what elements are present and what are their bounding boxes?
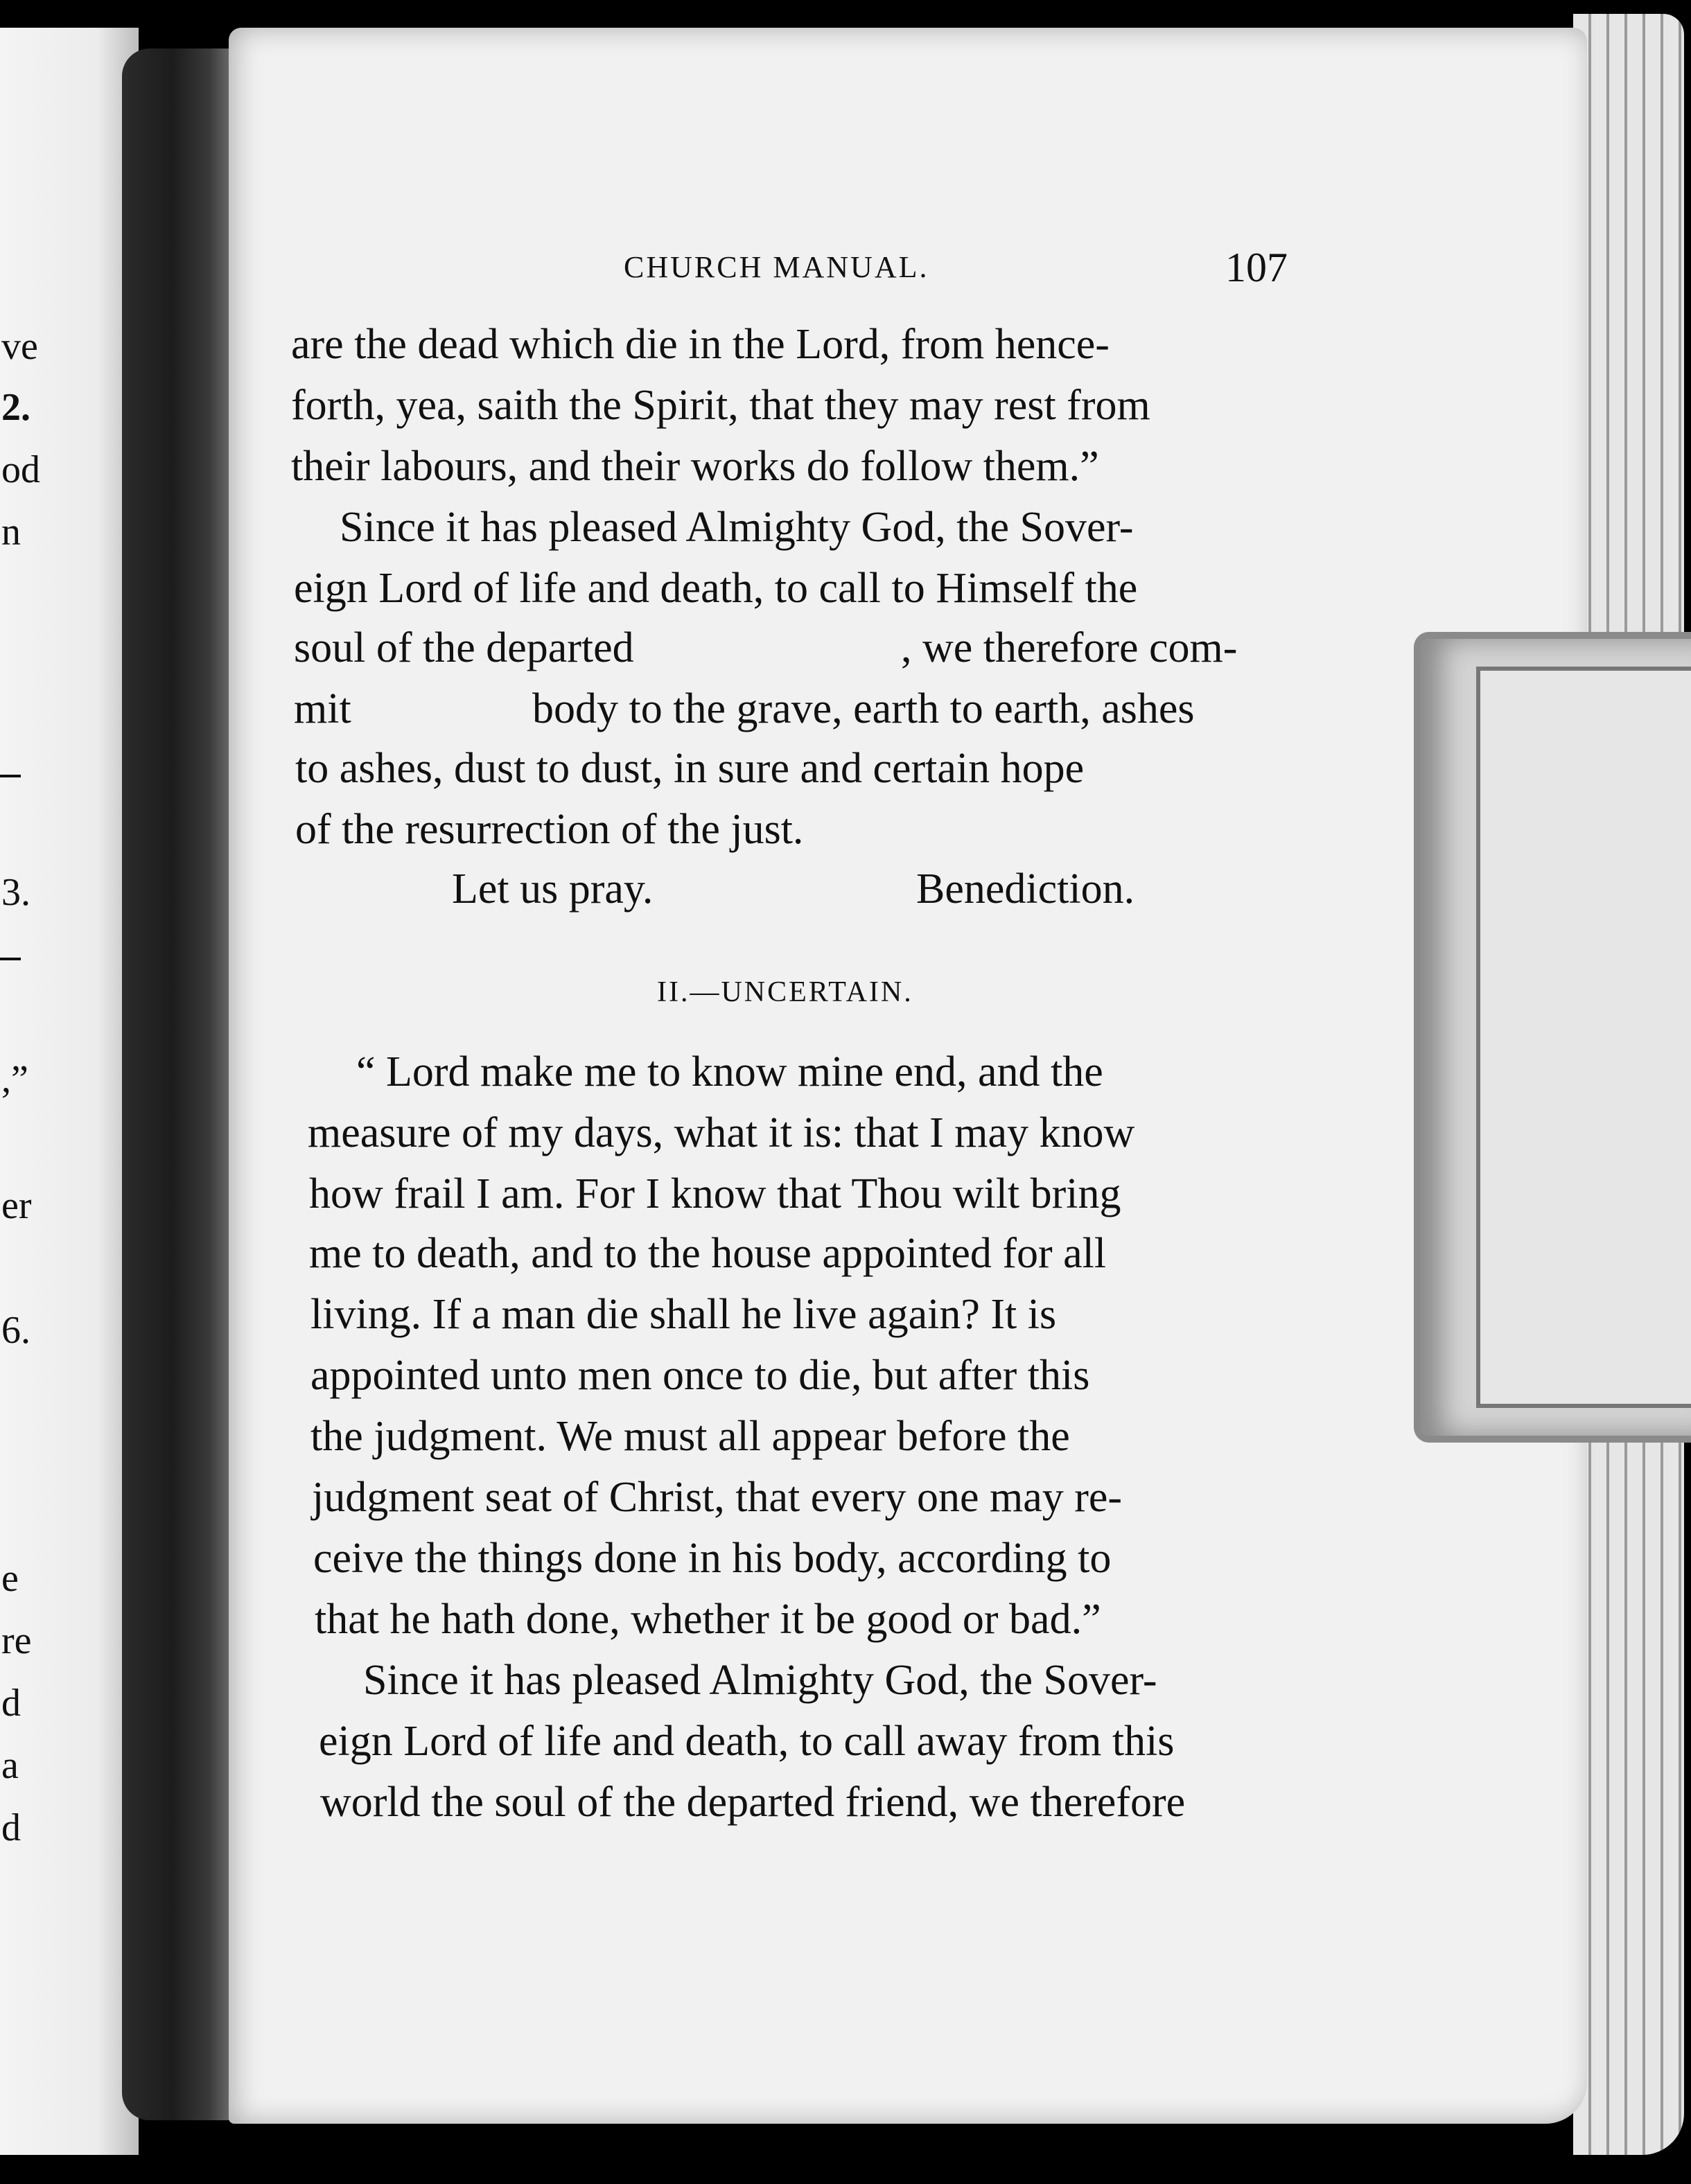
text-line: eign Lord of life and death, to call away from this [319,1718,1175,1765]
text-line: are the dead which die in the Lord, from hence- [291,321,1110,368]
left-fragment: ve [1,325,38,368]
text-line: the judgment. We must all appear before the [310,1413,1070,1460]
text-line: measure of my days, what it is: that I may know [308,1109,1135,1156]
text-line: their labours, and their works do follow them.” [291,443,1099,490]
left-rule [0,775,21,777]
text-line: to ashes, dust to dust, in sure and certain hope [295,745,1085,792]
text-line: , we therefore com- [901,624,1238,671]
left-fragment: 6. [1,1309,30,1352]
left-fragment: n [1,511,21,554]
running-head: CHURCH MANUAL. [624,250,929,284]
text-line: eign Lord of life and death, to call to Himself the [294,565,1138,612]
text-line: of the resurrection of the just. [295,806,804,853]
text-line: “ Lord make me to know mine end, and the [356,1048,1103,1095]
text-line: forth, yea, saith the Spirit, that they may rest from [291,382,1150,429]
page-number: 107 [1225,245,1288,290]
bookmark-clip [1414,632,1691,1443]
left-fragment: d [1,1806,21,1849]
text-line: that he hath done, whether it be good or bad.” [315,1596,1101,1643]
text-line: living. If a man die shall he live again? It is [310,1291,1057,1338]
facing-page-fragment [0,28,139,2155]
left-fragment: d [1,1682,21,1725]
text-line: world the soul of the departed friend, we therefore [320,1779,1186,1826]
text-line: judgment seat of Christ, that every one may re- [312,1474,1123,1521]
text-line: body to the grave, earth to earth, ashes [532,685,1195,732]
bookmark-clip-inner [1476,667,1691,1408]
text-line: Since it has pleased Almighty God, the Sover- [363,1657,1157,1704]
text-line: Since it has pleased Almighty God, the Sover- [340,504,1134,551]
section-heading: II.—UNCERTAIN. [657,976,913,1008]
benediction: Benediction. [916,865,1135,913]
text-line: me to death, and to the house appointed for all [309,1230,1107,1277]
text-line: mit [294,685,351,732]
left-fragment: er [1,1184,32,1227]
left-fragment: e [1,1557,19,1600]
text-line: soul of the departed [294,624,634,671]
left-fragment: ,” [1,1058,28,1101]
left-fragment: 2. [1,386,30,429]
left-fragment: 3. [1,871,30,914]
text-line: ceive the things done in his body, according to [313,1535,1112,1582]
let-us-pray: Let us pray. [452,865,654,913]
text-line: appointed unto men once to die, but after this [310,1352,1090,1399]
left-rule [0,958,21,960]
left-fragment: a [1,1744,19,1787]
text-line: how frail I am. For I know that Thou wilt bring [309,1170,1121,1217]
left-fragment: re [1,1619,32,1662]
left-fragment: od [1,448,40,491]
